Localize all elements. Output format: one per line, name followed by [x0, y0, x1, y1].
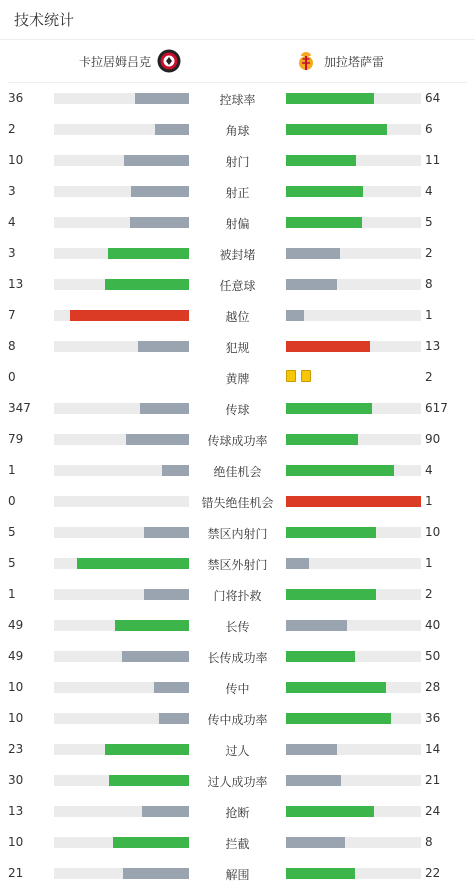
home-bar-track	[54, 744, 189, 755]
stat-row	[0, 765, 475, 796]
home-bar-track	[54, 434, 189, 445]
stat-label: 拦截	[225, 837, 250, 851]
home-bar-fill	[126, 434, 189, 445]
stat-label: 禁区内射门	[207, 527, 268, 541]
home-bar-track	[54, 837, 189, 848]
away-value: 4	[425, 184, 433, 198]
home-bar-track	[54, 527, 189, 538]
home-bar-track	[54, 558, 189, 569]
away-bar-track	[286, 651, 421, 662]
home-bar-track	[54, 217, 189, 228]
stat-row	[0, 238, 475, 269]
home-bar-track	[54, 651, 189, 662]
away-bar-fill	[286, 93, 374, 104]
home-bar-track	[54, 682, 189, 693]
home-bar-fill	[135, 93, 189, 104]
away-bar-fill	[286, 651, 355, 662]
stat-row	[0, 486, 475, 517]
home-bar-fill	[122, 651, 190, 662]
away-bar-fill	[286, 434, 358, 445]
stat-row	[0, 827, 475, 858]
home-value: 13	[8, 804, 24, 818]
home-value: 1	[8, 463, 16, 477]
away-value: 1	[425, 494, 433, 508]
stat-row	[0, 207, 475, 238]
home-bar-track	[54, 496, 189, 507]
home-bar-track	[54, 403, 189, 414]
away-bar-track	[286, 155, 421, 166]
home-bar-fill	[159, 713, 189, 724]
away-value: 21	[425, 773, 441, 787]
stat-row	[0, 517, 475, 548]
home-value: 2	[8, 122, 16, 136]
home-bar-track	[54, 93, 189, 104]
away-bar-track	[286, 620, 421, 631]
away-bar-track	[286, 434, 421, 445]
stat-row	[0, 114, 475, 145]
away-bar-track	[286, 403, 421, 414]
stat-row	[0, 703, 475, 734]
away-bar-fill	[286, 217, 362, 228]
stat-row	[0, 734, 475, 765]
home-value: 5	[8, 525, 16, 539]
header	[0, 0, 475, 40]
home-team-name: 卡拉居姆吕克	[78, 54, 151, 69]
away-value: 2	[425, 587, 433, 601]
away-value: 617	[425, 401, 448, 415]
home-bar-fill	[144, 527, 189, 538]
away-bar-fill	[286, 558, 309, 569]
away-cards	[286, 370, 311, 382]
away-value: 1	[425, 556, 433, 570]
away-bar-track	[286, 806, 421, 817]
karagumruk-crest-icon	[157, 49, 181, 73]
away-bar-track	[286, 868, 421, 879]
stat-label: 犯规	[225, 341, 250, 355]
away-bar-track	[286, 248, 421, 259]
away-bar-fill	[286, 589, 376, 600]
home-value: 1	[8, 587, 16, 601]
home-value: 49	[8, 649, 24, 663]
home-bar-track	[54, 589, 189, 600]
stat-row	[0, 796, 475, 827]
away-bar-track	[286, 837, 421, 848]
stat-label: 绝佳机会	[213, 465, 262, 479]
home-bar-fill	[142, 806, 189, 817]
home-bar-track	[54, 310, 189, 321]
stat-label: 传球成功率	[207, 434, 268, 448]
home-team[interactable]	[79, 40, 181, 82]
away-value: 10	[425, 525, 441, 539]
stat-label: 抢断	[225, 806, 250, 820]
stat-label: 传中	[225, 682, 250, 696]
away-bar-fill	[286, 620, 347, 631]
stat-row	[0, 176, 475, 207]
away-bar-track	[286, 341, 421, 352]
home-value: 10	[8, 835, 24, 849]
home-bar-track	[54, 775, 189, 786]
away-bar-track	[286, 217, 421, 228]
home-value: 21	[8, 866, 24, 880]
home-bar-fill	[154, 682, 189, 693]
away-bar-fill	[286, 775, 341, 786]
stat-label: 禁区外射门	[207, 558, 268, 572]
away-bar-track	[286, 124, 421, 135]
page-title: 技术统计	[14, 11, 75, 29]
home-value: 23	[8, 742, 24, 756]
away-value: 14	[425, 742, 441, 756]
away-value: 6	[425, 122, 433, 136]
stat-label: 过人成功率	[207, 775, 268, 789]
away-value: 4	[425, 463, 433, 477]
home-bar-fill	[70, 310, 189, 321]
stat-label: 任意球	[219, 279, 256, 293]
stat-label: 过人	[225, 744, 250, 758]
stat-row	[0, 331, 475, 362]
away-value: 11	[425, 153, 441, 167]
home-value: 5	[8, 556, 16, 570]
stat-label: 长传成功率	[207, 651, 268, 665]
stat-label: 传中成功率	[207, 713, 268, 727]
home-value: 0	[8, 494, 16, 508]
home-bar-fill	[113, 837, 189, 848]
home-value: 7	[8, 308, 16, 322]
home-bar-fill	[138, 341, 189, 352]
home-value: 36	[8, 91, 24, 105]
home-bar-track	[54, 155, 189, 166]
home-bar-track	[54, 806, 189, 817]
home-value: 49	[8, 618, 24, 632]
away-bar-track	[286, 775, 421, 786]
away-value: 36	[425, 711, 441, 725]
away-team-name: 加拉塔萨雷	[324, 54, 385, 69]
home-value: 3	[8, 246, 16, 260]
stat-label: 越位	[225, 310, 250, 324]
away-value: 90	[425, 432, 441, 446]
away-bar-fill	[286, 248, 340, 259]
home-bar-fill	[105, 279, 189, 290]
home-bar-fill	[130, 217, 189, 228]
home-bar-track	[54, 124, 189, 135]
away-value: 2	[425, 370, 433, 384]
home-value: 30	[8, 773, 24, 787]
stat-row	[0, 455, 475, 486]
away-value: 5	[425, 215, 433, 229]
away-bar-fill	[286, 124, 387, 135]
away-bar-fill	[286, 713, 391, 724]
away-bar-fill	[286, 310, 304, 321]
away-bar-track	[286, 527, 421, 538]
away-bar-fill	[286, 465, 394, 476]
away-bar-fill	[286, 682, 386, 693]
home-bar-fill	[124, 155, 189, 166]
home-bar-fill	[140, 403, 189, 414]
home-value: 10	[8, 680, 24, 694]
home-bar-track	[54, 465, 189, 476]
away-bar-track	[286, 310, 421, 321]
away-value: 1	[425, 308, 433, 322]
home-value: 3	[8, 184, 16, 198]
away-bar-fill	[286, 155, 356, 166]
home-value: 10	[8, 711, 24, 725]
away-bar-track	[286, 465, 421, 476]
away-bar-fill	[286, 527, 376, 538]
home-bar-track	[54, 868, 189, 879]
stat-label: 长传	[225, 620, 250, 634]
stat-row	[0, 393, 475, 424]
stat-label: 射正	[225, 186, 250, 200]
home-bar-track	[54, 341, 189, 352]
stat-label: 射门	[225, 155, 250, 169]
away-bar-track	[286, 93, 421, 104]
away-bar-track	[286, 744, 421, 755]
stat-label: 控球率	[219, 93, 256, 107]
away-team[interactable]	[294, 40, 384, 82]
away-value: 13	[425, 339, 441, 353]
away-value: 2	[425, 246, 433, 260]
away-bar-fill	[286, 496, 421, 507]
stat-label: 黄牌	[225, 372, 250, 386]
home-bar-fill	[105, 744, 189, 755]
away-value: 50	[425, 649, 441, 663]
away-bar-fill	[286, 341, 370, 352]
yellow-card-icon	[286, 370, 296, 382]
stat-label: 错失绝佳机会	[201, 496, 274, 510]
home-bar-fill	[77, 558, 189, 569]
stat-row	[0, 672, 475, 703]
home-value: 4	[8, 215, 16, 229]
stat-row	[0, 579, 475, 610]
home-bar-fill	[131, 186, 189, 197]
home-value: 0	[8, 370, 16, 384]
stat-label: 解围	[225, 868, 250, 882]
stat-row	[0, 300, 475, 331]
stat-row	[0, 641, 475, 672]
away-bar-track	[286, 496, 421, 507]
home-bar-fill	[162, 465, 189, 476]
home-bar-track	[54, 279, 189, 290]
away-bar-track	[286, 589, 421, 600]
stat-label: 被封堵	[219, 248, 256, 262]
away-bar-fill	[286, 279, 337, 290]
away-bar-fill	[286, 837, 345, 848]
stat-label: 射偏	[225, 217, 250, 231]
home-value: 10	[8, 153, 24, 167]
home-bar-fill	[155, 124, 189, 135]
stats-list	[0, 83, 475, 883]
home-bar-track	[54, 620, 189, 631]
stat-label: 传球	[225, 403, 250, 417]
stat-row	[0, 83, 475, 114]
away-value: 24	[425, 804, 441, 818]
away-value: 28	[425, 680, 441, 694]
away-bar-track	[286, 279, 421, 290]
home-bar-track	[54, 713, 189, 724]
stat-label: 角球	[225, 124, 250, 138]
away-bar-fill	[286, 403, 372, 414]
away-value: 8	[425, 277, 433, 291]
away-bar-track	[286, 186, 421, 197]
away-bar-track	[286, 713, 421, 724]
away-bar-track	[286, 558, 421, 569]
home-bar-track	[54, 248, 189, 259]
galatasaray-crest-icon	[294, 49, 318, 73]
home-value: 347	[8, 401, 31, 415]
stat-row	[0, 424, 475, 455]
team-header	[8, 40, 467, 83]
stat-row	[0, 858, 475, 889]
home-bar-fill	[109, 775, 189, 786]
home-value: 13	[8, 277, 24, 291]
away-value: 8	[425, 835, 433, 849]
away-value: 40	[425, 618, 441, 632]
away-bar-fill	[286, 186, 363, 197]
home-value: 79	[8, 432, 24, 446]
home-bar-fill	[115, 620, 189, 631]
away-bar-fill	[286, 806, 374, 817]
stat-row	[0, 362, 475, 393]
away-bar-fill	[286, 868, 355, 879]
away-bar-fill	[286, 744, 337, 755]
stat-row	[0, 548, 475, 579]
home-value: 8	[8, 339, 16, 353]
home-bar-fill	[108, 248, 189, 259]
home-bar-track	[54, 186, 189, 197]
home-bar-fill	[123, 868, 189, 879]
away-value: 22	[425, 866, 441, 880]
stat-label: 门将扑救	[213, 589, 262, 603]
stat-row	[0, 610, 475, 641]
away-bar-track	[286, 682, 421, 693]
stat-row	[0, 145, 475, 176]
home-bar-fill	[144, 589, 189, 600]
away-value: 64	[425, 91, 441, 105]
yellow-card-icon	[301, 370, 311, 382]
stat-row	[0, 269, 475, 300]
